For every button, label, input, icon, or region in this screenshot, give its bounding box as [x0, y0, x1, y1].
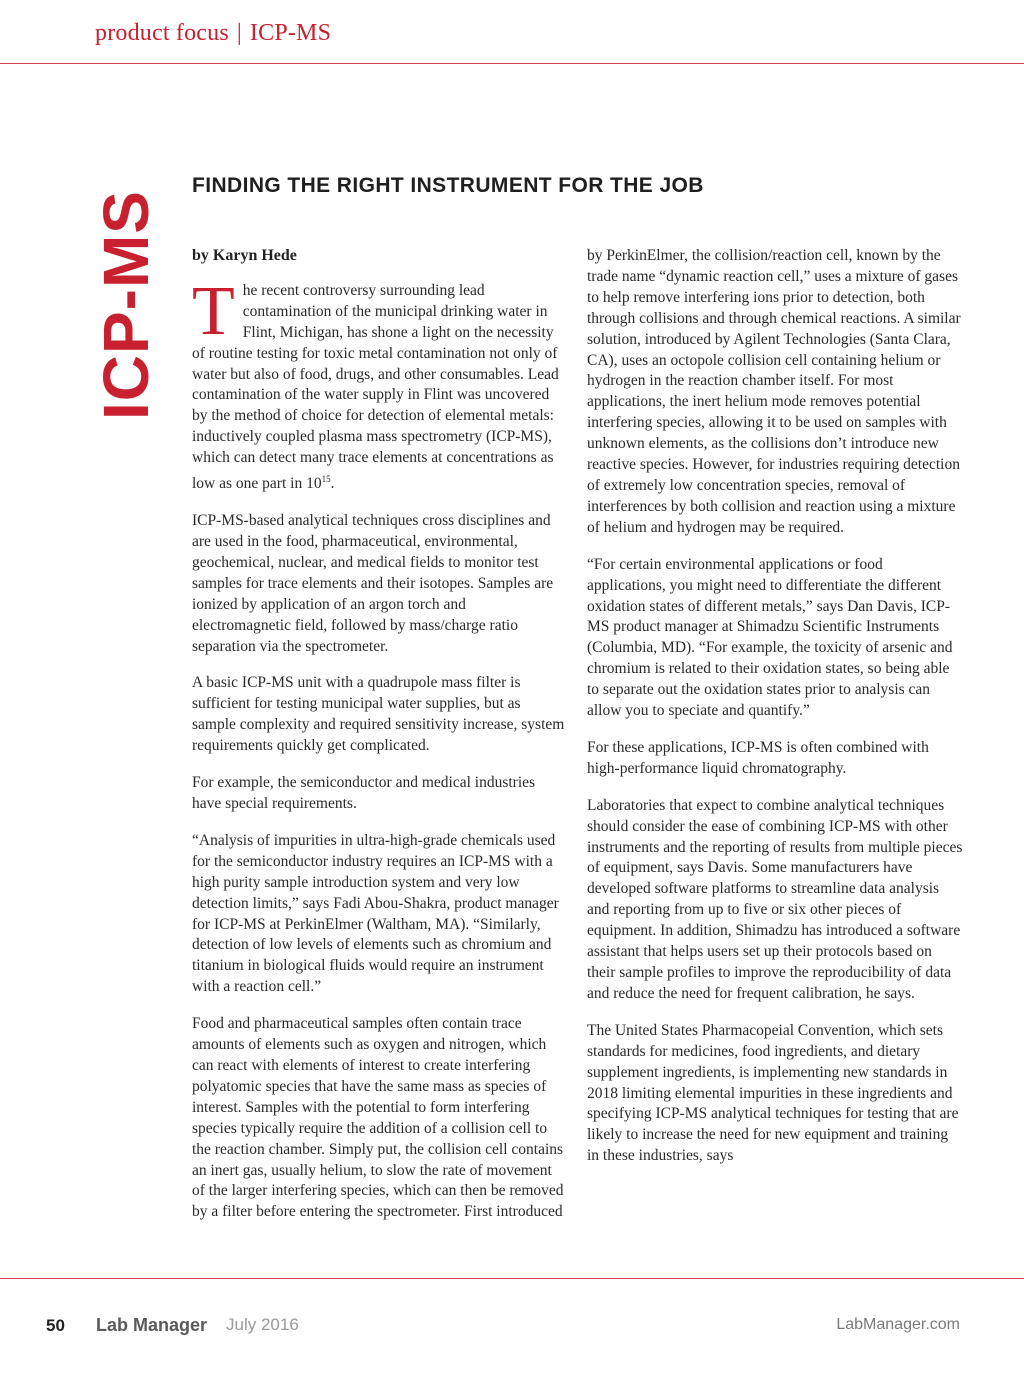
intro-text: he recent controversy surrounding lead contamination of the municipal drinking water in Flint, Michigan, has shone a light on the necessity of routine testing for toxic metal contamination not only of water but also of food, drugs, and other consumables. Lead contamination of the water supply in Flint was uncovered by the method of choice for detection of elemental metals: inductively coupled plasma mass spectrometry (ICP-MS), which can detect many trace elements at concentrations as low as one part in 10 [192, 281, 559, 493]
paragraph: ICP-MS-based analytical techniques cross disciplines and are used in the food, pharmaceutical, environmental, geochemical, nuclear, and medical fields to monitor test samples for trace elements and their isotopes. Samples are ionized by application of an argon torch and electromagnetic field, followed by mass/charge ratio separation via the spectrometer. [192, 512, 554, 655]
website-link[interactable]: LabManager.com [836, 1316, 960, 1333]
paragraph-intro [192, 272, 568, 495]
intro-end: . [330, 475, 335, 493]
section-header [95, 20, 331, 47]
magazine-name: Lab Manager [96, 1315, 208, 1335]
paragraph: The United States Pharmacopeial Convention, which sets standards for medicines, food ingredients, and dietary supplement ingredients, is implementing new standards in 2018 limiting elemental impurities in these ingredients and specifying ICP-MS analytical techniques for testing that are likely to increase the need for new equipment and training in these industries, says [587, 1021, 959, 1165]
article-byline: by Karyn Hede [192, 247, 297, 264]
issue-date: July 2016 [226, 1315, 299, 1334]
footer-divider [0, 1278, 1024, 1279]
section-separator: | [236, 20, 242, 46]
drop-cap: T [192, 272, 235, 350]
article-column-left [192, 246, 568, 1239]
page-footer [0, 1312, 1024, 1342]
paragraph: Food and pharmaceutical samples often contain trace amounts of elements such as oxygen and nitrogen, which can react with elements of interest to create interfering polyatomic species that have the same mass as species of interest. Samples with the potential to form interfering species typically require the addition of a collision cell to the reaction chamber. Simply put, the collision cell contains an inert gas, usually helium, to slow the rate of movement of the larger interfering species, which can then be removed by a filter before entering the spectrometer. First introduced [192, 1015, 564, 1221]
page-number: 50 [46, 1316, 65, 1335]
paragraph: A basic ICP-MS unit with a quadrupole mass filter is sufficient for testing municipal water supplies, but as sample complexity and required sensitivity increase, system requirements quickly get complicated. [192, 674, 565, 755]
header-divider [0, 63, 1024, 64]
paragraph: “Analysis of impurities in ultra-high-grade chemicals used for the semiconductor industry requires an ICP-MS with a high purity sample introduction system and very low detection limits,” says Fadi Abou-Shakra, product manager for ICP-MS at PerkinElmer (Waltham, MA). “Similarly, detection of low levels of elements such as chromium and titanium in biological fluids would require an instrument with a reaction cell.” [192, 831, 559, 996]
paragraph: For these applications, ICP-MS is often combined with high-performance liquid chromatography. [587, 738, 929, 777]
section-name: product focus [95, 20, 229, 46]
paragraph: For example, the semiconductor and medical industries have special requirements. [192, 774, 536, 812]
vertical-topic-label: ICP-MS [90, 190, 162, 420]
exponent: 15 [321, 474, 331, 485]
paragraph: by PerkinElmer, the collision/reaction cell, known by the trade name “dynamic reaction cell,” uses a mixture of gases to help remove interfering ions prior to detection, both through collisions and through chemical reactions. A similar solution, introduced by Agilent Technologies (Santa Clara, CA), uses an octopole collision cell containing helium or hydrogen in the reaction chamber itself. For most applications, the inert helium mode removes potential interfering species, allowing it to be used on samples with unknown elements, as the collisions don’t introduce new reactive species. However, for industries requiring detection of extremely low concentration species, removal of interferences by both collision and reaction using a mixture of helium and hydrogen may be required. [587, 247, 961, 536]
paragraph: “For certain environmental applications or food applications, you might need to differentiate the different oxidation states of different metals,” says Dan Davis, ICP-MS product manager at Shimadzu Scientific Instruments (Columbia, MD). “For example, the toxicity of arsenic and chromium is related to their oxidation states, so being able to separate out the oxidation states prior to analysis can allow you to speciate and quantify.” [587, 555, 953, 720]
section-topic: ICP-MS [249, 20, 332, 46]
article-column-right [587, 246, 963, 1183]
article-title: FINDING THE RIGHT INSTRUMENT FOR THE JOB [192, 174, 704, 197]
paragraph: Laboratories that expect to combine analytical techniques should consider the ease of combining ICP-MS with other instruments and the reporting of results from multiple pieces of equipment, says Davis. Some manufacturers have developed software platforms to streamline data analysis and reporting from up to five or six other pieces of equipment. In addition, Shimadzu has introduced a software assistant that helps users set up their protocols based on their sample profiles to improve the reproducibility of data and reduce the need for frequent calibration, he says. [587, 796, 963, 1002]
